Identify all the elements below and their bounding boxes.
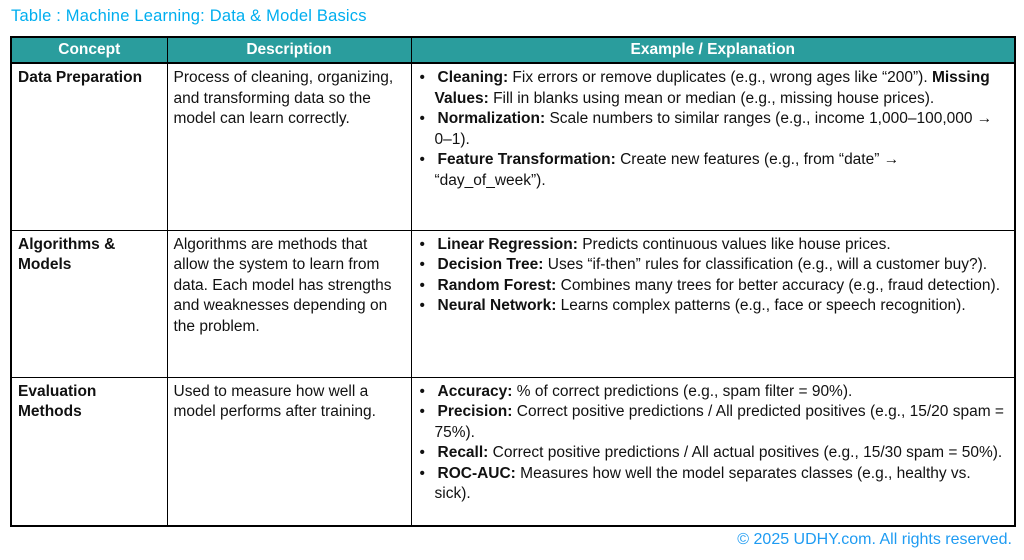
concept-cell: Evaluation Methods <box>11 377 167 526</box>
concept-cell: Algorithms & Models <box>11 230 167 377</box>
ml-basics-table <box>10 36 1016 527</box>
copyright-footer: © 2025 UDHY.com. All rights reserved. <box>737 531 1012 549</box>
description-cell: Used to measure how well a model performs after training. <box>167 377 411 526</box>
page-title: Table : Machine Learning: Data & Model Basics <box>11 7 367 25</box>
table-row-data-preparation <box>11 63 1015 230</box>
examples-list: • Cleaning: Fix errors or remove duplicates (e.g., wrong ages like “200”). Missing Values: Fill in blanks using mean or median (e.g., missing house prices). • Normalization: Scale numbers to similar ranges (e.g., income 1,000–100,000 → 0–1). • Feature Transformation: Create new features (e.g., from “date” → “day_of_week”). <box>417 68 1007 191</box>
col-header-concept: Concept <box>11 37 167 63</box>
examples-list: • Linear Regression: Predicts continuous values like house prices. • Decision Tree: Uses “if-then” rules for classification (e.g., will a customer buy?). • Random Forest: Combines many trees for better accuracy (e.g., fraud detection). • Neural Network: Learns complex patterns (e.g., face or speech recognition). <box>417 235 1007 317</box>
examples-list: • Accuracy: % of correct predictions (e.g., spam filter = 90%). • Precision: Correct positive predictions / All predicted positives (e.g., 15/20 spam = 75%). • Recall: Correct positive predictions / All actual positives (e.g., 15/30 spam = 50%). • ROC-AUC: Measures how well the model separates classes (e.g., healthy vs. sick). <box>417 382 1007 505</box>
table-row-algorithms-models <box>11 230 1015 377</box>
col-header-example: Example / Explanation <box>411 37 1015 63</box>
description-cell: Algorithms are methods that allow the system to learn from data. Each model has strengths and weaknesses depending on the problem. <box>167 230 411 377</box>
examples-cell <box>411 230 1015 377</box>
col-header-description: Description <box>167 37 411 63</box>
table-row-evaluation-methods <box>11 377 1015 526</box>
concept-cell: Data Preparation <box>11 63 167 230</box>
description-cell: Process of cleaning, organizing, and transforming data so the model can learn correctly. <box>167 63 411 230</box>
examples-cell <box>411 377 1015 526</box>
table-header-row <box>11 37 1015 63</box>
examples-cell <box>411 63 1015 230</box>
